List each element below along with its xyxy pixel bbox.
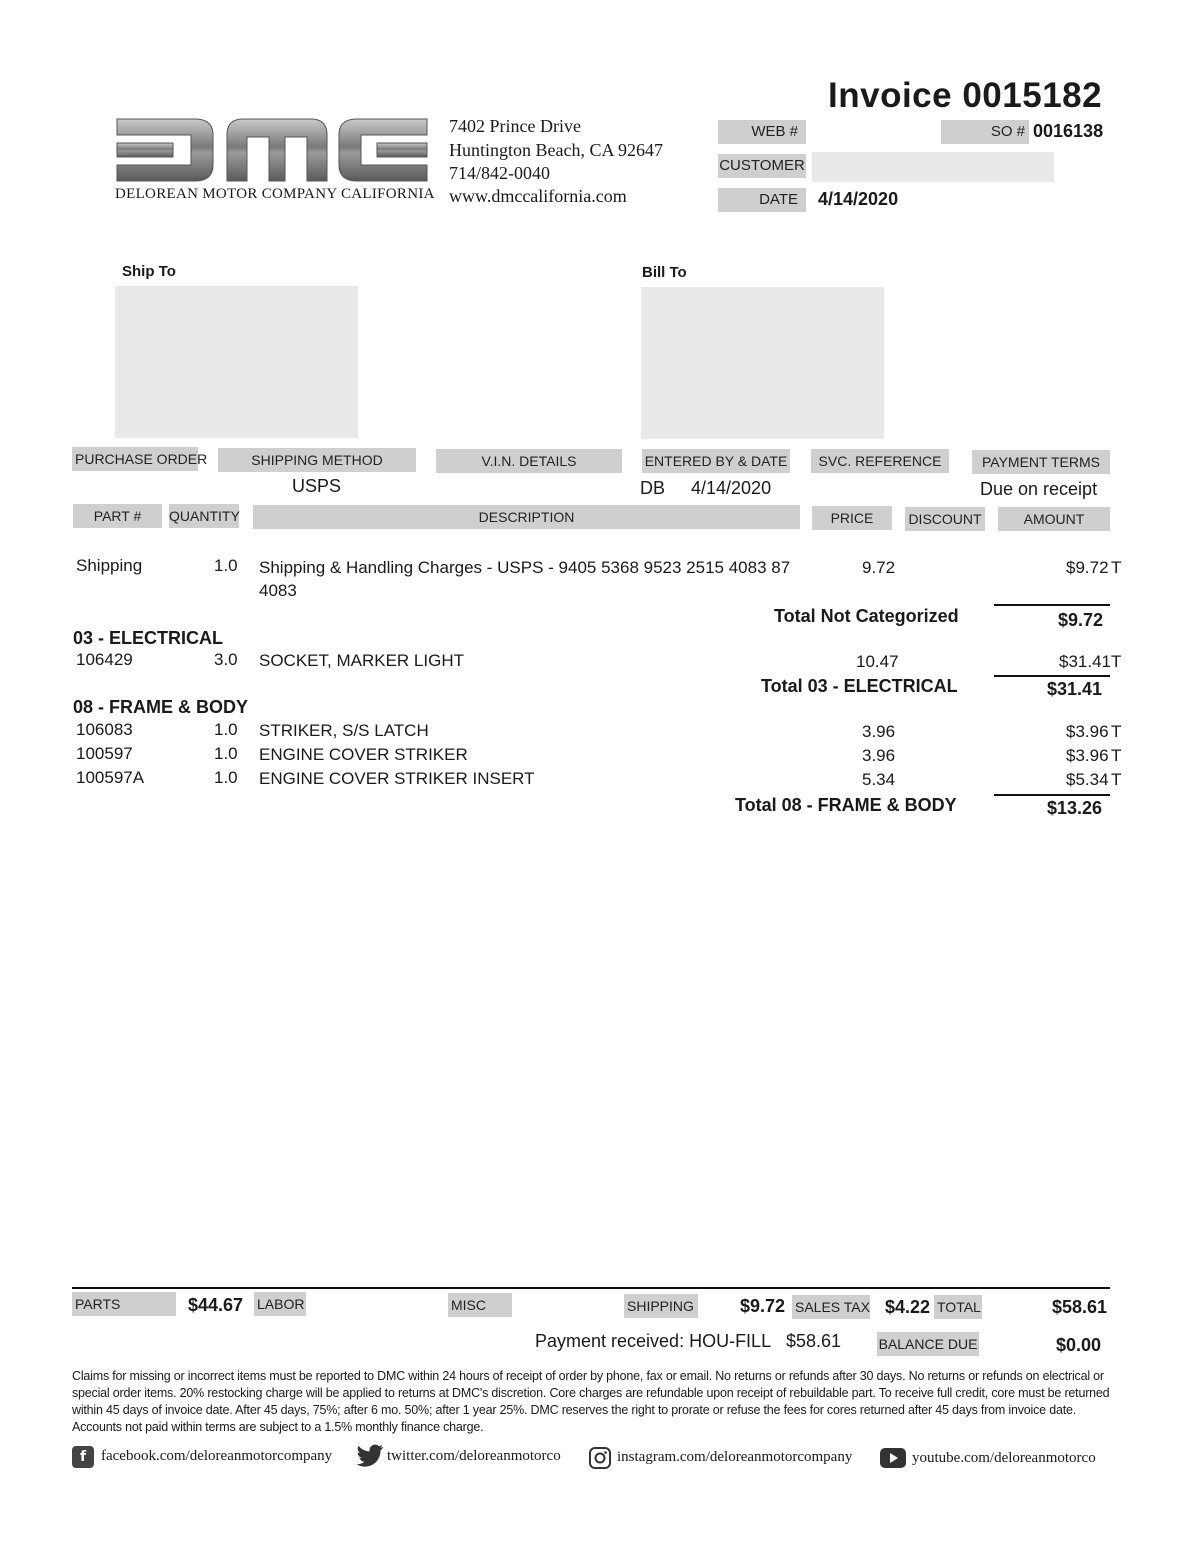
line-item-desc: Shipping & Handling Charges - USPS - 9405 5368 9523 2515 4083 87 xyxy=(259,558,791,577)
so-number-label: SO # xyxy=(941,120,1029,144)
dmc-logo xyxy=(115,115,431,185)
facebook-icon: f xyxy=(72,1446,94,1468)
col-part-number: PART # xyxy=(73,504,162,528)
section-heading: 03 - ELECTRICAL xyxy=(73,628,224,648)
line-item-part: 100597 xyxy=(76,744,133,763)
section-total-label: Total 03 - ELECTRICAL xyxy=(761,676,958,696)
shipping-method-label: SHIPPING METHOD xyxy=(218,448,416,472)
web-number-label: WEB # xyxy=(718,120,806,144)
svc-reference-label: SVC. REFERENCE xyxy=(811,449,949,473)
line-item-tax-flag: T xyxy=(1111,770,1122,789)
facebook-link[interactable]: facebook.com/deloreanmotorcompany xyxy=(101,1448,333,1464)
line-item-qty: 1.0 xyxy=(214,556,238,575)
section-total-rule xyxy=(994,794,1110,796)
line-item-tax-flag: T xyxy=(1111,652,1122,671)
instagram-icon xyxy=(588,1446,612,1470)
line-item-amount: $3.96 xyxy=(1066,746,1109,765)
line-item-desc: SOCKET, MARKER LIGHT xyxy=(259,651,464,670)
purchase-order-label: PURCHASE ORDER xyxy=(72,447,198,471)
payment-received-amount: $58.61 xyxy=(786,1331,842,1351)
terms-and-conditions: Claims for missing or incorrect items must be reported to DMC within 24 hours of receipt of order by phone, fax or email. No returns or refunds after 30 days. No returns or refunds on electrical or special order items. 20% restocking charge will be applied to returns at DMC's discretion. Core charges are refundable upon receipt of rebuildable part. To receive full credit, core must be returned within 45 days of invoice date. After 45 days, 75%; after 6 mo. 50%; after 1 year 25%. DMC reserves the right to prorate or refuse the fees for cores returned after 45 days from invoice date. Accounts not paid within terms are subject to a 1.5% monthly finance charge. xyxy=(72,1369,1110,1434)
line-item-desc: ENGINE COVER STRIKER INSERT xyxy=(259,769,535,788)
total-value: $58.61 xyxy=(1052,1297,1108,1317)
instagram-link[interactable]: instagram.com/deloreanmotorcompany xyxy=(617,1449,853,1465)
line-item-part: Shipping xyxy=(76,556,143,575)
customer-value-redacted xyxy=(812,152,1054,182)
line-item-qty: 1.0 xyxy=(214,768,238,787)
line-item-price: 9.72 xyxy=(862,558,896,577)
line-item-price: 5.34 xyxy=(862,770,896,789)
col-amount: AMOUNT xyxy=(998,507,1110,531)
bill-to-label: Bill To xyxy=(642,264,687,281)
col-discount: DISCOUNT xyxy=(905,507,985,531)
bill-to-address-redacted xyxy=(641,287,884,439)
section-total-rule xyxy=(994,675,1110,677)
labor-label: LABOR xyxy=(254,1292,306,1316)
line-item-price: 10.47 xyxy=(856,652,899,671)
line-item-qty: 1.0 xyxy=(214,720,238,739)
col-price: PRICE xyxy=(812,506,892,530)
youtube-link[interactable]: youtube.com/deloreanmotorco xyxy=(912,1450,1096,1466)
balance-due-label: BALANCE DUE xyxy=(877,1332,979,1356)
twitter-icon xyxy=(356,1444,384,1468)
ship-to-label: Ship To xyxy=(122,263,176,280)
section-total-label: Total 08 - FRAME & BODY xyxy=(735,795,957,815)
ship-to-address-redacted xyxy=(115,286,358,438)
sales-tax-label: SALES TAX xyxy=(792,1295,870,1319)
shipping-method-value: USPS xyxy=(292,476,342,496)
company-address-line2: Huntington Beach, CA 92647 xyxy=(449,140,663,160)
section-total-value: $31.41 xyxy=(1047,679,1103,699)
line-item-tax-flag: T xyxy=(1111,558,1122,577)
vin-details-label: V.I.N. DETAILS xyxy=(436,449,622,473)
line-item-tax-flag: T xyxy=(1111,722,1122,741)
line-item-desc: ENGINE COVER STRIKER xyxy=(259,745,468,764)
misc-label: MISC xyxy=(448,1293,512,1317)
line-item-price: 3.96 xyxy=(862,746,896,765)
so-number-value: 0016138 xyxy=(1033,121,1104,141)
line-item-amount: $31.41 xyxy=(1059,652,1111,671)
date-label: DATE xyxy=(718,188,806,212)
total-label: TOTAL xyxy=(934,1295,982,1319)
col-description: DESCRIPTION xyxy=(253,505,800,529)
line-item-price: 3.96 xyxy=(862,722,896,741)
date-value: 4/14/2020 xyxy=(818,189,899,209)
company-address-line1: 7402 Prince Drive xyxy=(449,116,581,136)
payment-terms-value: Due on receipt xyxy=(980,479,1098,499)
dmc-logo-graphic xyxy=(115,115,431,185)
company-website: www.dmccalifornia.com xyxy=(449,186,627,206)
youtube-icon xyxy=(880,1448,906,1468)
line-item-amount: $5.34 xyxy=(1066,770,1109,789)
line-item-part: 100597A xyxy=(76,768,145,787)
payment-received-text: Payment received: HOU-FILL xyxy=(535,1331,772,1351)
sales-tax-value: $4.22 xyxy=(885,1297,931,1317)
section-total-label: Total Not Categorized xyxy=(774,606,959,626)
summary-top-rule xyxy=(72,1287,1110,1289)
balance-due-value: $0.00 xyxy=(1056,1335,1102,1355)
line-item-qty: 3.0 xyxy=(214,650,238,669)
parts-label: PARTS xyxy=(72,1292,176,1316)
company-tagline: DELOREAN MOTOR COMPANY CALIFORNIA xyxy=(115,186,435,202)
section-total-value: $9.72 xyxy=(1058,610,1104,630)
shipping-value: $9.72 xyxy=(740,1296,786,1316)
line-item-tax-flag: T xyxy=(1111,746,1122,765)
line-item-amount: $9.72 xyxy=(1066,558,1109,577)
line-item-qty: 1.0 xyxy=(214,744,238,763)
section-total-rule xyxy=(994,604,1110,606)
col-quantity: QUANTITY xyxy=(169,504,239,528)
company-phone: 714/842-0040 xyxy=(449,163,550,183)
entered-by-date-label: ENTERED BY & DATE xyxy=(642,449,790,473)
line-item-amount: $3.96 xyxy=(1066,722,1109,741)
line-item-part: 106083 xyxy=(76,720,133,739)
line-item-desc: STRIKER, S/S LATCH xyxy=(259,721,429,740)
entered-by-value: DB xyxy=(640,478,666,498)
line-item-part: 106429 xyxy=(76,650,133,669)
twitter-link[interactable]: twitter.com/deloreanmotorco xyxy=(387,1448,561,1464)
shipping-label: SHIPPING xyxy=(624,1294,698,1318)
entered-date-value: 4/14/2020 xyxy=(691,478,772,498)
parts-value: $44.67 xyxy=(188,1295,244,1315)
payment-terms-label: PAYMENT TERMS xyxy=(972,450,1110,474)
section-heading: 08 - FRAME & BODY xyxy=(73,697,249,717)
section-total-value: $13.26 xyxy=(1047,798,1103,818)
customer-label: CUSTOMER xyxy=(718,154,806,178)
line-item-desc-cont: 4083 xyxy=(259,581,297,600)
invoice-title: Invoice 0015182 xyxy=(828,76,1103,115)
